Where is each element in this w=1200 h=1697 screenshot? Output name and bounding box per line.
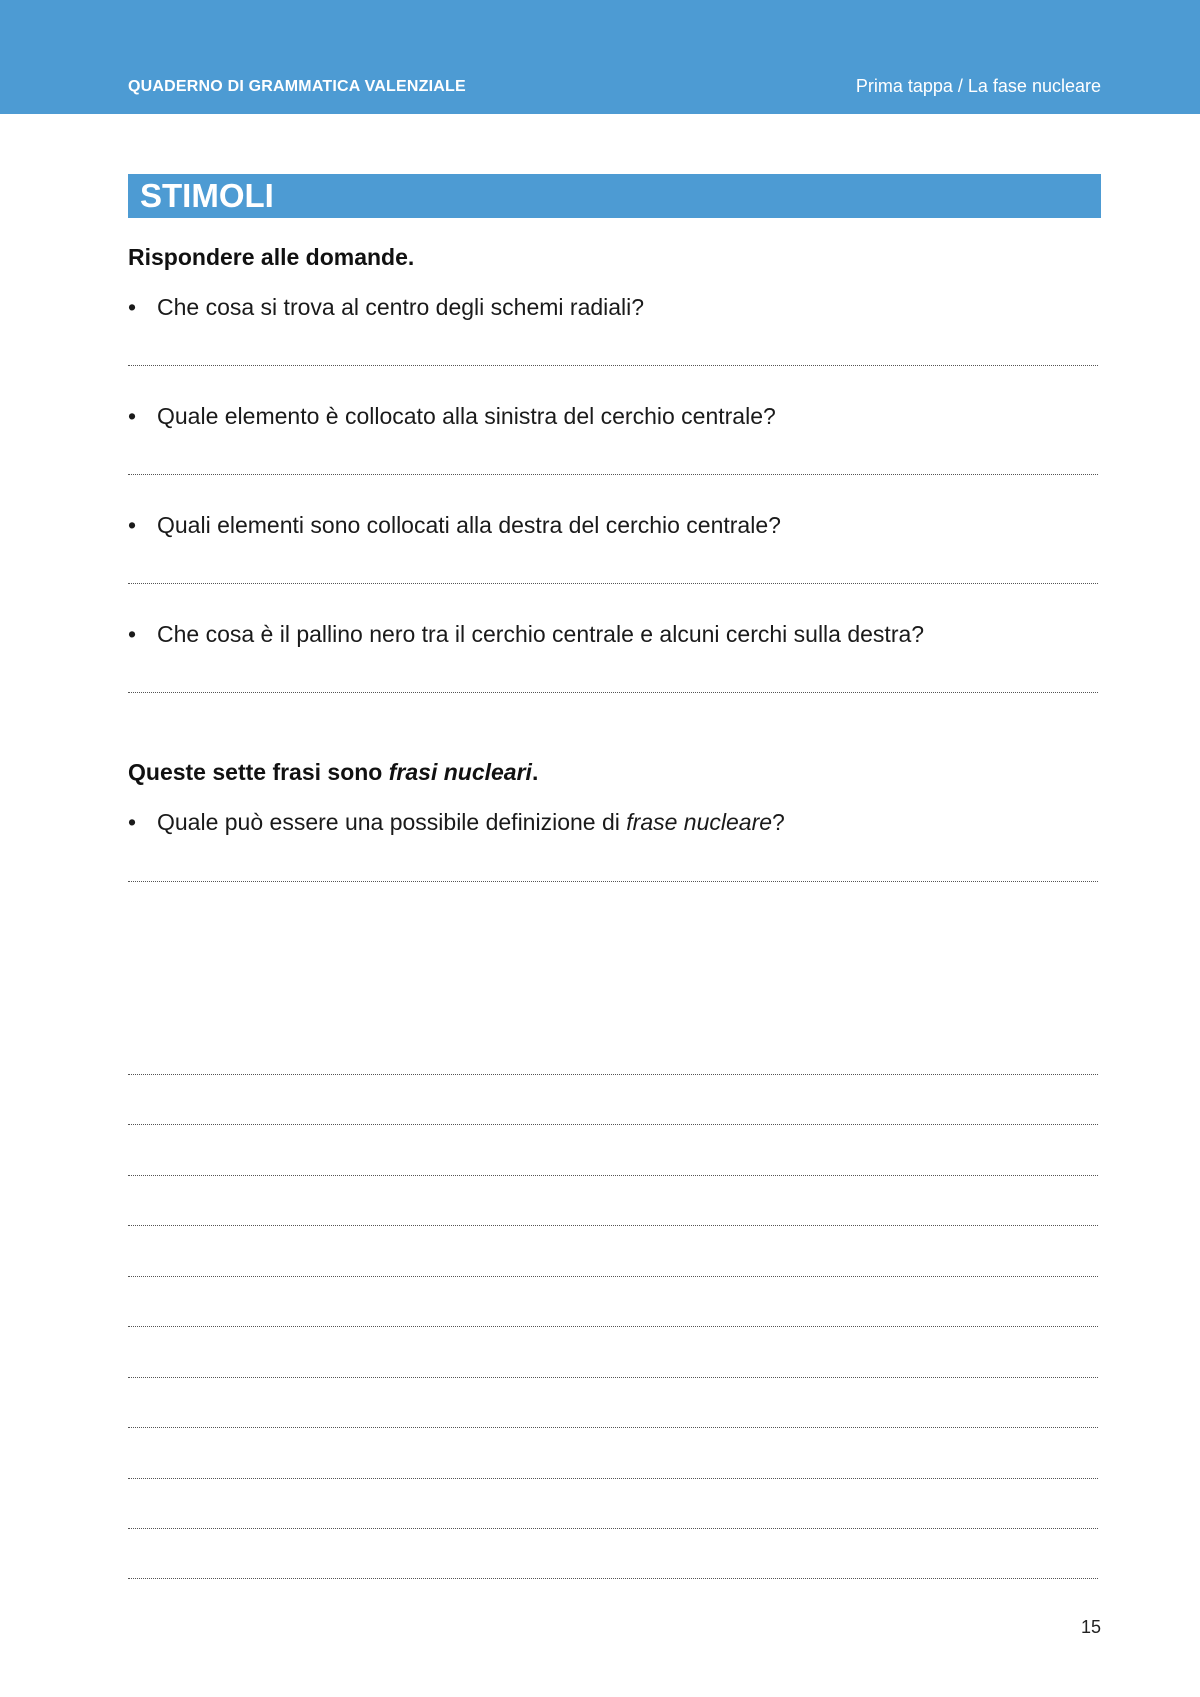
instruction-answer-questions: Rispondere alle domande. [128, 244, 415, 270]
bullet: • [128, 621, 137, 647]
question-text: Quale elemento è collocato alla sinistra del cerchio centrale? [157, 403, 776, 429]
page-header [0, 0, 1200, 114]
answer-line[interactable] [128, 583, 1098, 584]
writing-line[interactable] [128, 1478, 1098, 1479]
instruction-suffix: . [531, 759, 539, 785]
answer-line[interactable] [128, 692, 1098, 693]
instruction-prefix: Queste sette frasi sono [128, 759, 389, 785]
bullet: • [128, 512, 137, 538]
writing-line[interactable] [128, 1326, 1098, 1327]
instruction-emphasis: frasi nucleari [388, 759, 532, 785]
answer-line[interactable] [128, 474, 1098, 475]
answer-line[interactable] [128, 365, 1098, 366]
writing-line[interactable] [128, 1528, 1098, 1529]
writing-line[interactable] [128, 1427, 1098, 1428]
question-4 [128, 621, 924, 648]
writing-line[interactable] [128, 1175, 1098, 1176]
section-banner [128, 174, 1101, 218]
book-title: QUADERNO DI GRAMMATICA VALENZIALE [128, 78, 466, 95]
writing-line[interactable] [128, 1124, 1098, 1125]
page-number: 15 [1080, 1617, 1101, 1637]
chapter-title: Prima tappa / La fase nucleare [855, 76, 1101, 96]
section-title: STIMOLI [140, 177, 274, 214]
question-5 [128, 809, 785, 836]
question-emphasis: frase nucleare [626, 809, 773, 835]
writing-line[interactable] [128, 1225, 1098, 1226]
question-prefix: Quale può essere una possibile definizione di [157, 809, 627, 835]
question-text: Che cosa è il pallino nero tra il cerchio centrale e alcuni cerchi sulla destra? [157, 621, 925, 647]
bullet: • [128, 809, 137, 835]
writing-line[interactable] [128, 1276, 1098, 1277]
instruction-nuclear-sentences [128, 759, 538, 786]
writing-line[interactable] [128, 1074, 1098, 1075]
answer-line[interactable] [128, 881, 1098, 882]
question-3 [128, 512, 781, 539]
question-text: Quali elementi sono collocati alla destra del cerchio centrale? [157, 512, 781, 538]
question-text: Che cosa si trova al centro degli schemi radiali? [157, 294, 645, 320]
bullet: • [128, 294, 137, 320]
writing-line[interactable] [128, 1377, 1098, 1378]
question-suffix: ? [772, 809, 785, 835]
question-1 [128, 294, 644, 321]
writing-line[interactable] [128, 1578, 1098, 1579]
bullet: • [128, 403, 137, 429]
question-2 [128, 403, 776, 430]
